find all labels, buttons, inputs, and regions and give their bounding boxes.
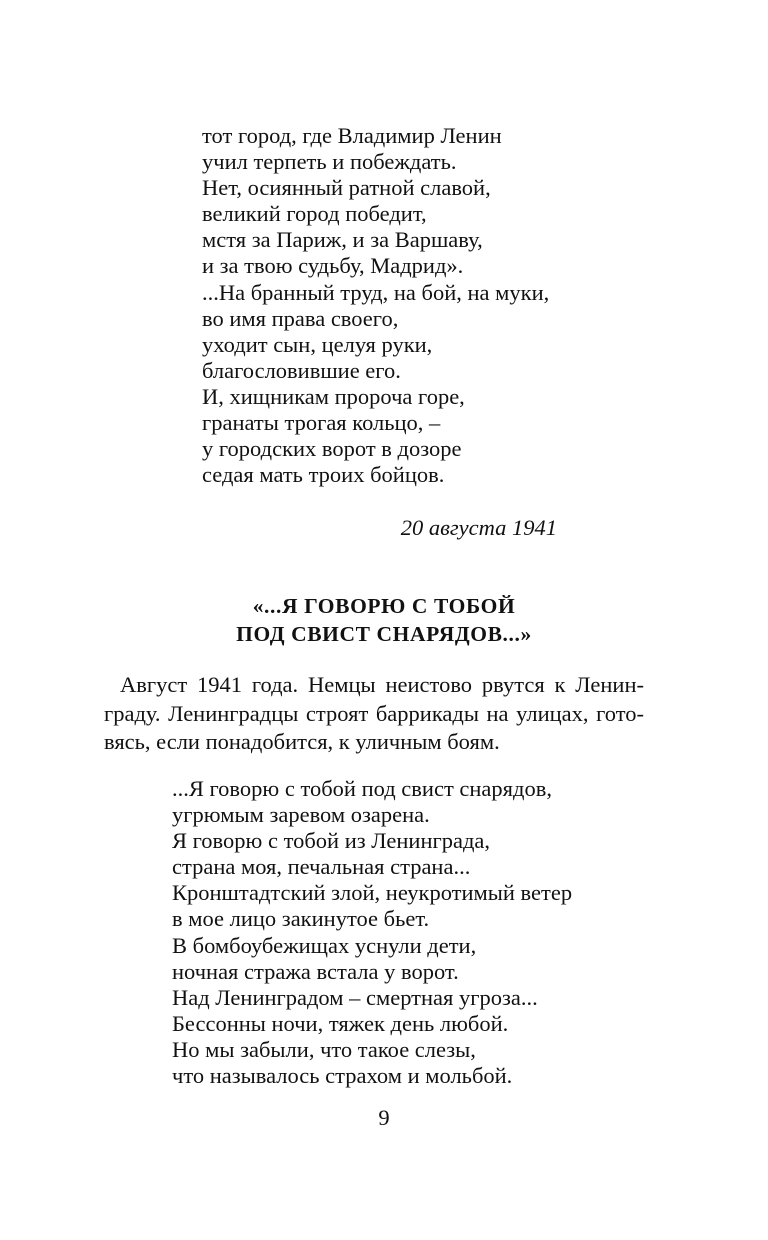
poem-line: что называлось страхом и мольбой.: [172, 1063, 513, 1089]
poem-line: мстя за Париж, и за Варшаву,: [202, 227, 483, 253]
poem-date: 20 августа 1941: [400, 515, 557, 540]
poem-line: и за твою судьбу, Мадрид».: [202, 253, 464, 279]
poem-line: тот город, где Владимир Ленин: [202, 123, 502, 148]
poem-fragment-2: [172, 776, 572, 1089]
heading-line: ПОД СВИСТ СНАРЯДОВ...»: [236, 622, 532, 646]
poem-line: Я говорю с тобой из Ленинграда,: [172, 828, 491, 854]
poem-line: Кронштадтский злой, неукротимый ветер: [172, 880, 573, 906]
paragraph-line: вясь, если понадобится, к уличным боям.: [104, 729, 500, 754]
poem-line: учил терпеть и побеждать.: [202, 149, 457, 175]
poem-line: у городских ворот в дозоре: [202, 436, 462, 462]
page-number: 9: [378, 1105, 390, 1130]
heading-line: «...Я ГОВОРЮ С ТОБОЙ: [252, 594, 516, 618]
paragraph-line: граду. Ленинградцы строят баррикады на улицах, гото-: [104, 700, 644, 726]
poem-line: благословившие его.: [202, 357, 401, 383]
paragraph-line: Август 1941 года. Немцы неистово рвутся к Ленин-: [120, 672, 644, 697]
poem-line: Бессонны ночи, тяжек день любой.: [172, 1010, 509, 1036]
poem-line: уходит сын, целуя руки,: [202, 331, 433, 357]
section-heading: [0, 592, 768, 648]
poem-line: гранаты трогая кольцо, –: [202, 410, 441, 436]
poem-line: Нет, осиянный ратной славой,: [202, 175, 491, 201]
poem-line: угрюмым заревом озарена.: [172, 802, 430, 828]
poem-line: седая мать троих бойцов.: [202, 462, 445, 488]
poem-line: ...Я говорю с тобой под свист снарядов,: [172, 776, 552, 801]
poem-line: страна моя, печальная страна...: [172, 854, 471, 880]
poem-line: Но мы забыли, что такое слезы,: [172, 1036, 476, 1062]
intro-paragraph: [104, 671, 644, 757]
poem-line: великий город победит,: [202, 201, 427, 227]
poem-line: в мое лицо закинутое бьет.: [172, 906, 430, 932]
poem-line: ночная стража встала у ворот.: [172, 958, 459, 984]
poem-line: ...На бранный труд, на бой, на муки,: [202, 279, 550, 305]
poem-line: И, хищникам пророча горе,: [202, 383, 465, 409]
poem-line: Над Ленинградом – смертная угроза...: [172, 984, 538, 1010]
poem-line: во имя права своего,: [202, 305, 399, 331]
poem-line: В бомбоубежищах уснули дети,: [172, 932, 477, 958]
poem-fragment-1: [202, 123, 549, 488]
